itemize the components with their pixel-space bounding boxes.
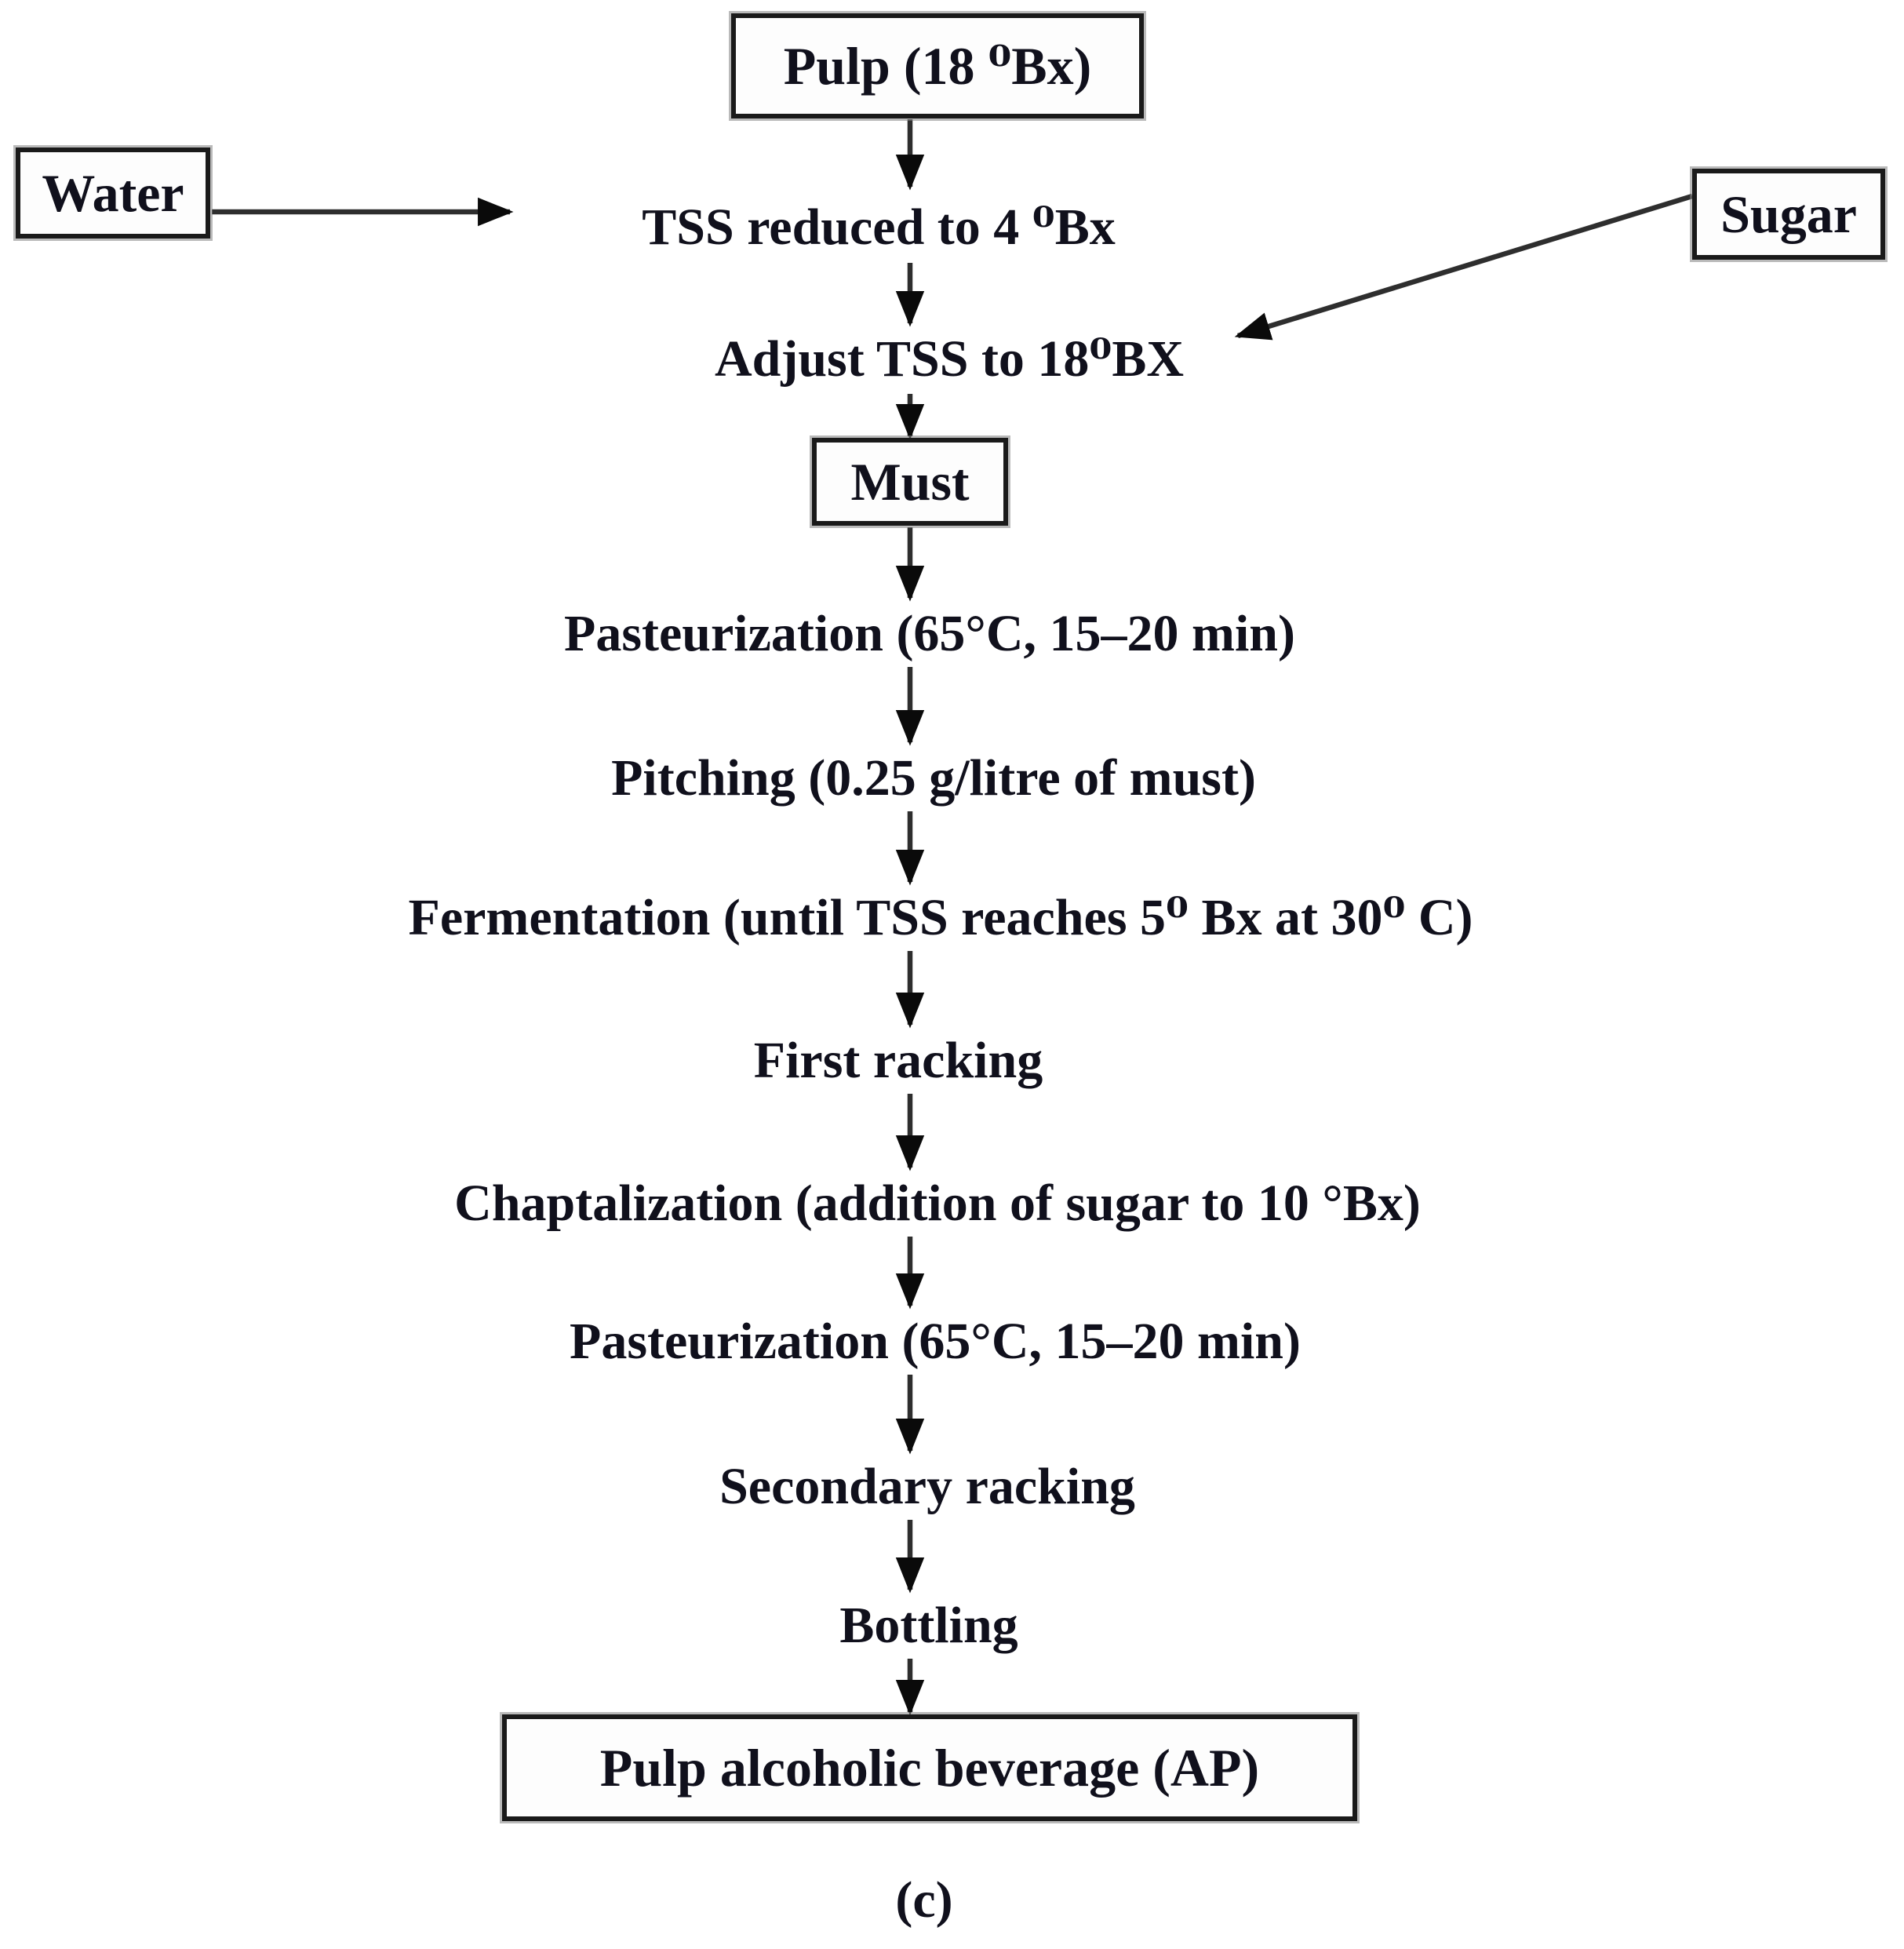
step-pitching: Pitching (0.25 g/litre of must) (611, 749, 1256, 807)
step-fermentation: Fermentation (until TSS reaches 5⁰ Bx at 30⁰ C) (408, 889, 1473, 946)
node-water-box (16, 148, 210, 239)
node-water-label: Water (42, 163, 184, 223)
node-product-box (502, 1714, 1357, 1821)
step-chaptalization: Chaptalization (addition of sugar to 10 °Bx) (454, 1175, 1421, 1232)
step-secondary-racking: Secondary racking (719, 1458, 1135, 1515)
step-first-racking: First racking (753, 1032, 1043, 1089)
step-bottling: Bottling (839, 1597, 1018, 1654)
node-pulp-label: Pulp (18 ⁰Bx) (783, 36, 1092, 96)
step-pasteurization-1: Pasteurization (65°C, 15–20 min) (564, 605, 1295, 662)
node-must-label: Must (850, 452, 970, 512)
node-pulp-box (731, 13, 1144, 118)
node-product-label: Pulp alcoholic beverage (AP) (599, 1738, 1260, 1798)
node-must-box (812, 438, 1008, 526)
step-tss-reduced: TSS reduced to 4 ⁰Bx (642, 199, 1116, 256)
node-sugar-box (1692, 169, 1885, 260)
node-sugar-label: Sugar (1720, 184, 1857, 244)
step-pasteurization-2: Pasteurization (65°C, 15–20 min) (570, 1313, 1301, 1370)
figure-caption: (c) (895, 1871, 953, 1929)
step-adjust-tss: Adjust TSS to 18⁰BX (714, 330, 1185, 388)
arrow-sugar-to-adjust (1238, 196, 1692, 336)
